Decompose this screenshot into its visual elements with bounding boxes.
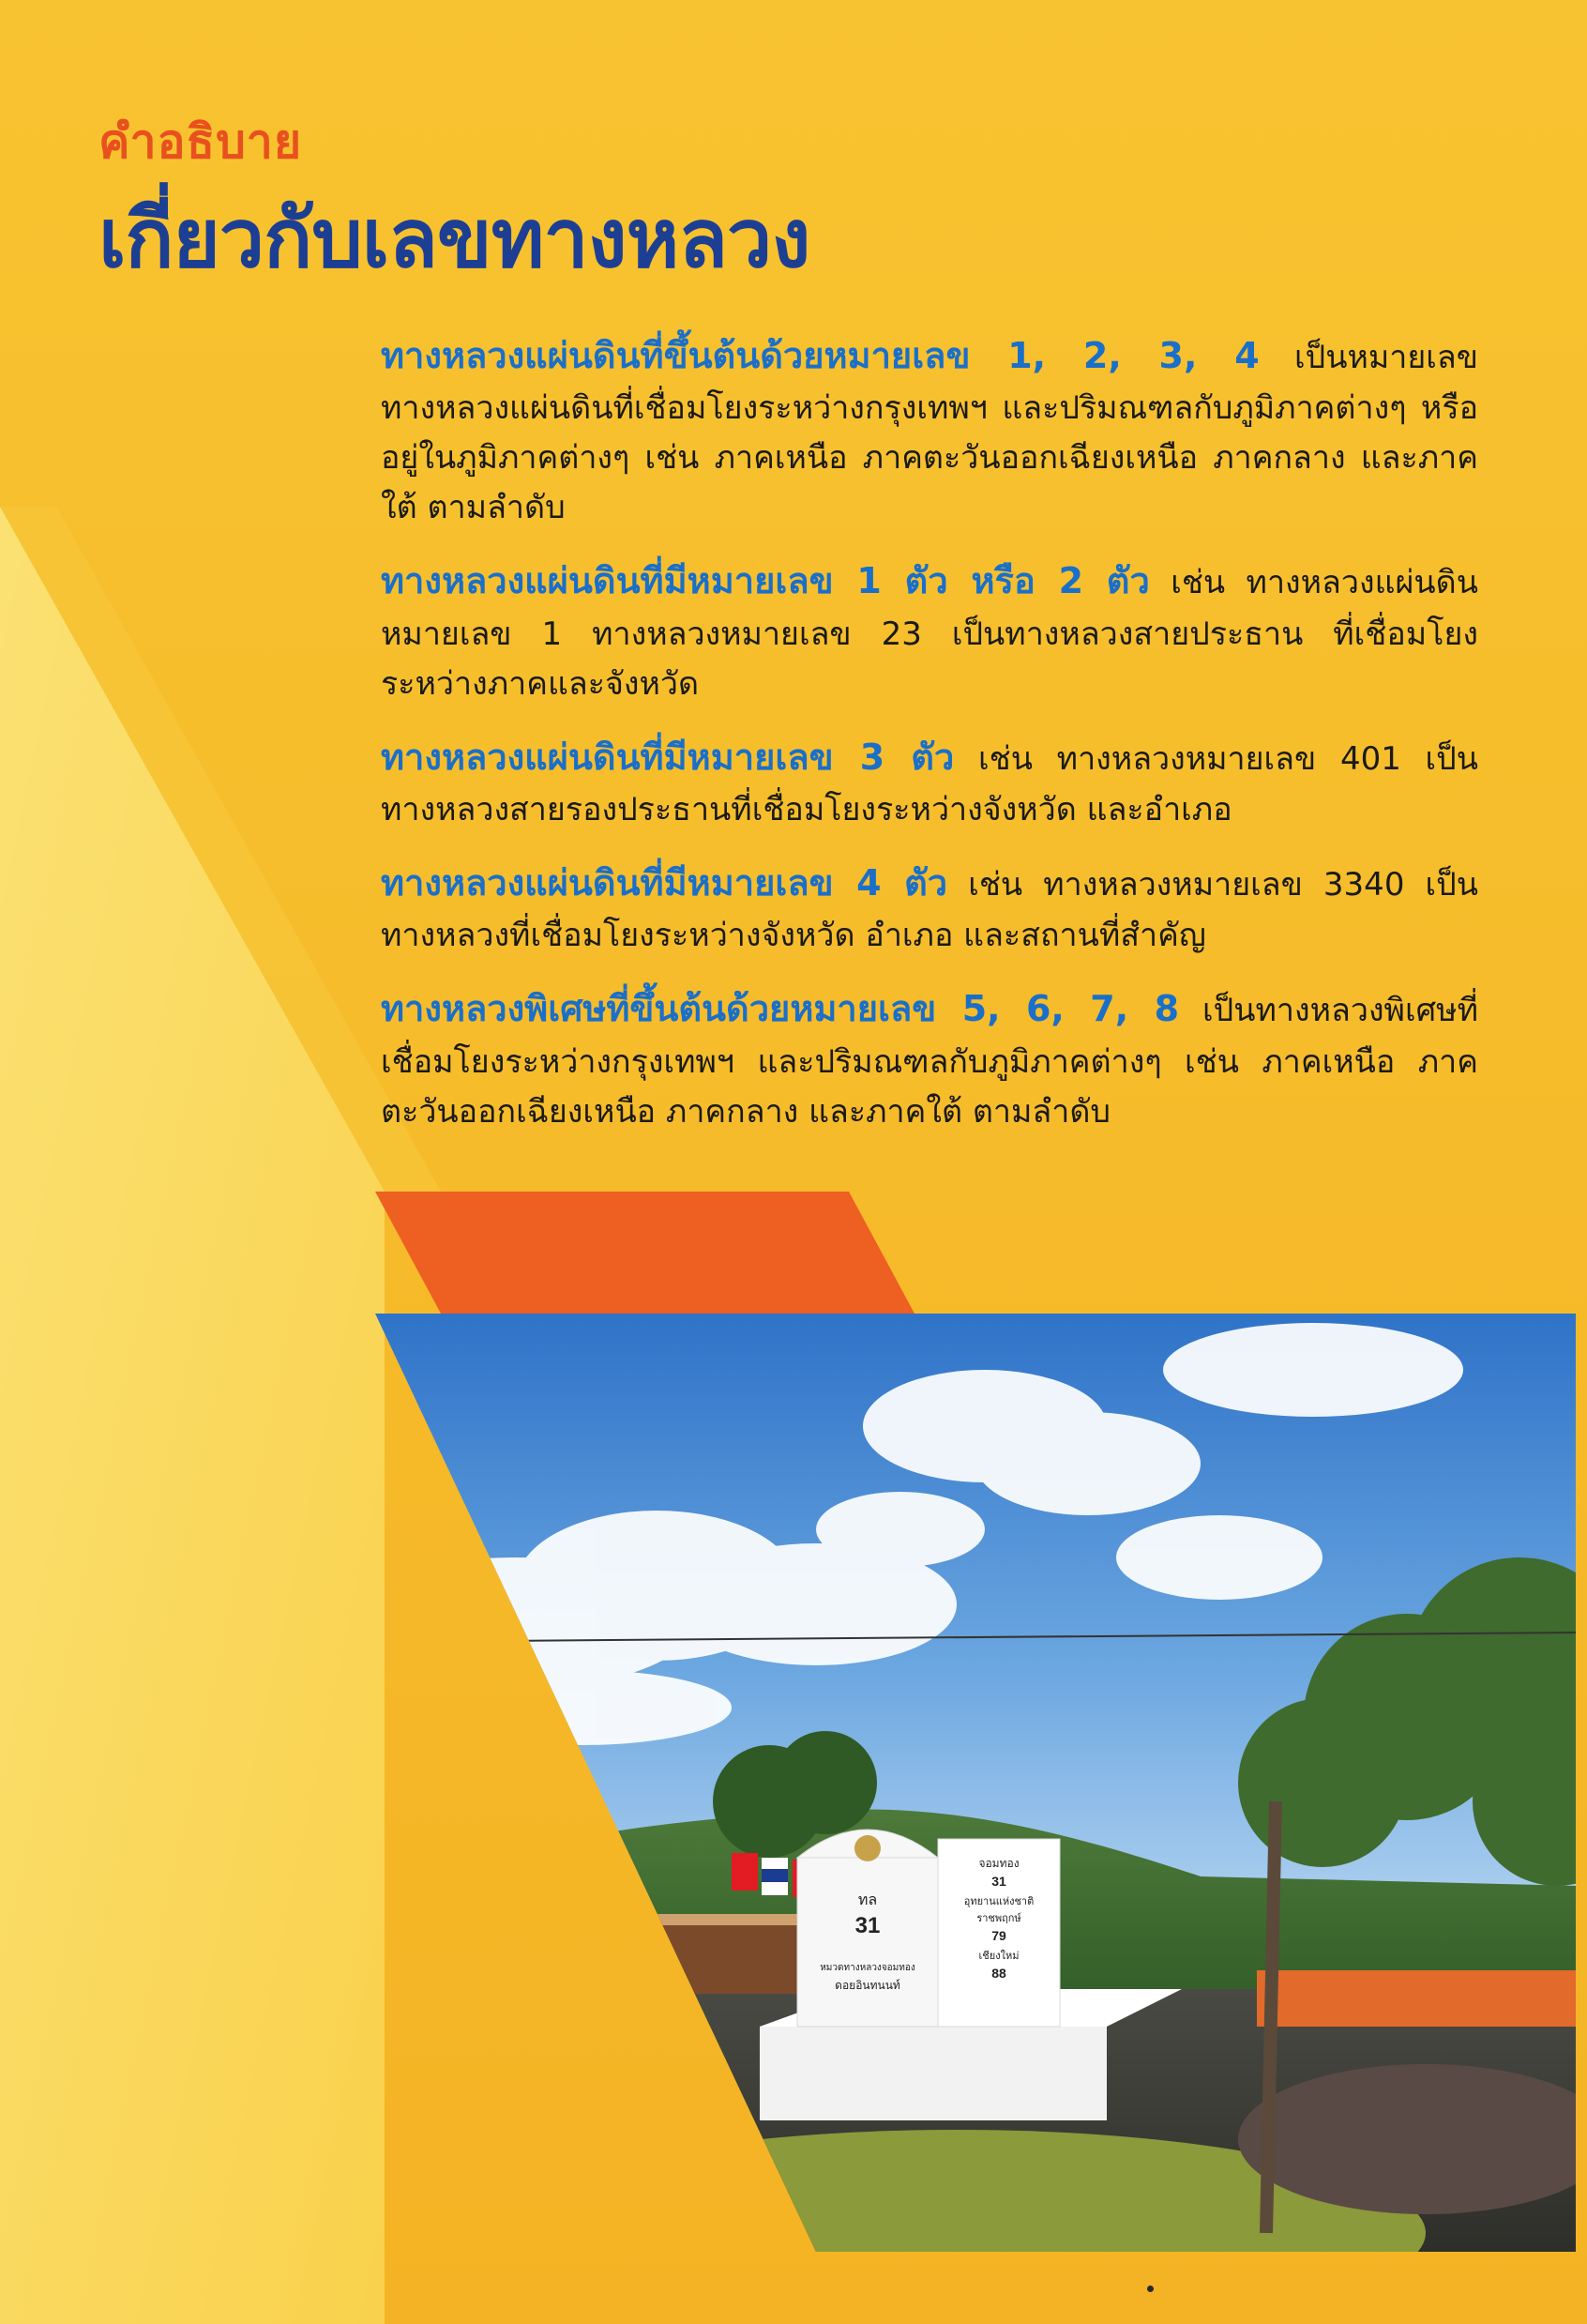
marker-road-label: ทล (857, 1892, 878, 1908)
paragraph-motorway-5-8 (381, 981, 1478, 1136)
svg-text:เชียงใหม่: เชียงใหม่ (978, 1951, 1020, 1962)
orange-wall (1257, 1970, 1576, 2027)
paragraph-highway-1-2-digit (381, 554, 1478, 708)
marker-district-label: หมวดทางหลวงจอมทอง (820, 1963, 915, 1973)
svg-text:จอมทอง: จอมทอง (978, 1857, 1020, 1870)
page-dot (1147, 2286, 1154, 2292)
marker-base (760, 2027, 1107, 2120)
paragraph-highlight: ทางหลวงพิเศษที่ขึ้นต้นด้วยหมายเลข 5, 6, 7, 8 (381, 988, 1180, 1030)
svg-text:ราชพฤกษ์: ราชพฤกษ์ (976, 1913, 1021, 1924)
paragraph-highlight: ทางหลวงแผ่นดินที่มีหมายเลข 1 ตัว หรือ 2 ตัว (381, 560, 1150, 602)
marker-road-number: 31 (854, 1913, 881, 1938)
paragraph-body: เช่น ทางหลวงหมายเลข 3340 เป็นทางหลวงที่เชื่อมโยงระหว่างจังหวัด อำเภอ และสถานที่สำคัญ (381, 865, 1478, 955)
paragraph-highlight: ทางหลวงแผ่นดินที่มีหมายเลข 4 ตัว (381, 861, 948, 904)
paragraph-body: เช่น ทางหลวงแผ่นดินหมายเลข 1 ทางหลวงหมายเลข 23 เป็นทางหลวงสายประธาน ที่เชื่อมโยงระหว่างภาคและจังหวัด (381, 564, 1478, 703)
paragraph-highlight: ทางหลวงแผ่นดินที่มีหมายเลข 3 ตัว (381, 736, 955, 778)
highway-number-descriptions (381, 328, 1478, 1158)
tree-trunk (1266, 1801, 1276, 2233)
svg-text:79: 79 (991, 1928, 1006, 1943)
paragraph-highlight: ทางหลวงแผ่นดินที่ขึ้นต้นด้วยหมายเลข 1, 2, 3, 4 (381, 335, 1260, 376)
paragraph-highway-3-digit (381, 730, 1478, 835)
paragraph-highway-1-4 (381, 328, 1478, 533)
paragraph-body: เป็นหมายเลขทางหลวงแผ่นดินที่เชื่อมโยงระหว่างกรุงเทพฯ และปริมณฑลกับภูมิภาคต่างๆ หรืออยู่ในภูมิภาคต่างๆ เช่น ภาคเหนือ ภาคตะวันออกเฉียงเหนือ ภาคกลาง และภาคใต้ ตามลำดับ (381, 339, 1478, 527)
milestone-left (797, 1858, 938, 2027)
paragraph-body: เป็นทางหลวงพิเศษที่เชื่อมโยงระหว่างกรุงเทพฯ และปริมณฑลกับภูมิภาคต่างๆ เช่น ภาคเหนือ ภาคตะวันออกเฉียงเหนือ ภาคกลาง และภาคใต้ ตามลำดับ (381, 992, 1478, 1131)
svg-text:88: 88 (991, 1966, 1006, 1981)
paragraph-body: เช่น ทางหลวงหมายเลข 401 เป็นทางหลวงสายรองประธานที่เชื่อมโยงระหว่างจังหวัด และอำเภอ (381, 739, 1479, 828)
orange-diagonal-band (375, 1192, 914, 1314)
page-title: เกี่ยวกับเลขทางหลวง (98, 192, 810, 286)
svg-text:อุทยานแห่งชาติ: อุทยานแห่งชาติ (963, 1896, 1035, 1907)
highway-marker-photo (375, 1314, 1576, 2252)
paragraph-highway-4-digit (381, 856, 1478, 961)
marker-destination-label: ดอยอินทนนท์ (835, 1979, 900, 1992)
garuda-emblem (854, 1835, 881, 1861)
svg-text:31: 31 (991, 1874, 1006, 1889)
section-subtitle: คำอธิบาย (98, 114, 303, 169)
